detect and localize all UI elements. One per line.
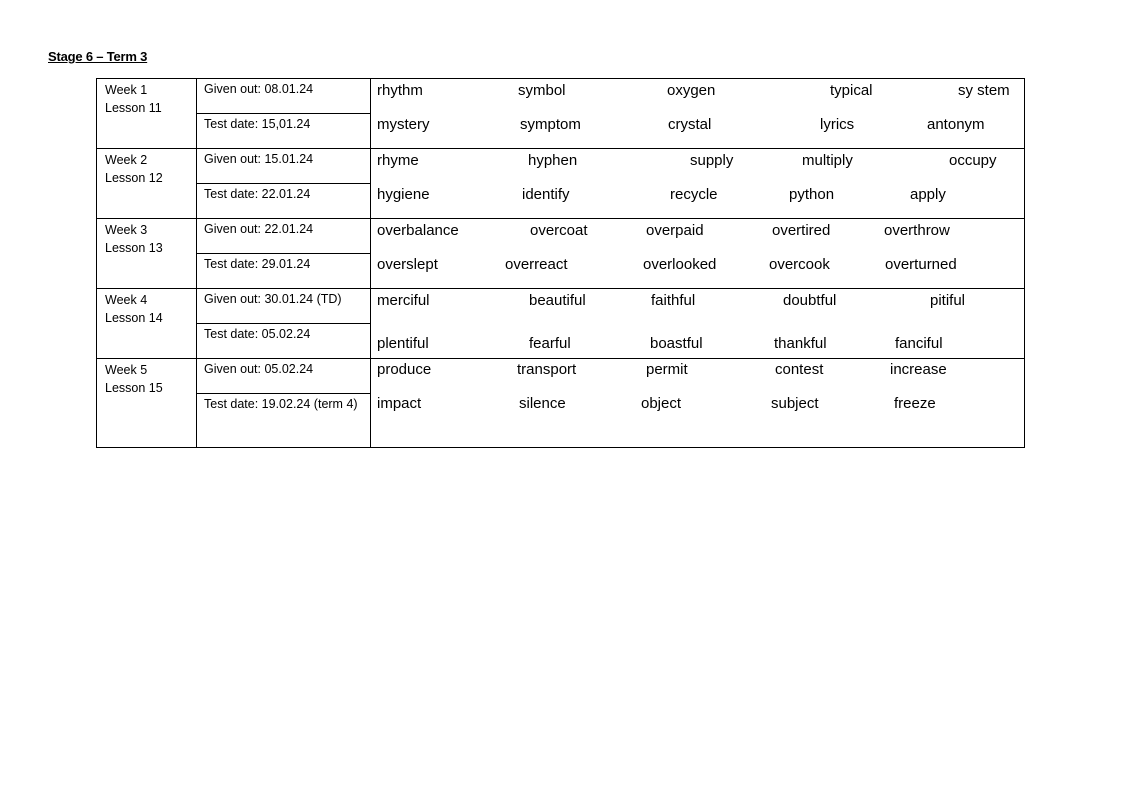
spelling-word: boastful — [650, 335, 703, 352]
word-line — [371, 116, 1024, 136]
spelling-word: thankful — [774, 335, 827, 352]
spelling-word: lyrics — [820, 116, 855, 133]
test-date: Test date: 15,01.24 — [197, 114, 371, 149]
week-cell — [97, 149, 197, 219]
spelling-words — [371, 149, 1025, 219]
spelling-word: recycle — [670, 186, 718, 203]
spelling-word: rhyme — [377, 152, 419, 169]
week-label: Week 2 — [105, 153, 148, 167]
spelling-word: merciful — [377, 292, 430, 309]
table-row — [97, 149, 1025, 184]
spelling-word: antonym — [927, 116, 985, 133]
spelling-word: overcoat — [530, 222, 588, 239]
spelling-word: occupy — [949, 152, 997, 169]
given-out-date: Given out: 30.01.24 (TD) — [197, 289, 371, 324]
spelling-word: fearful — [529, 335, 571, 352]
spelling-word: faithful — [651, 292, 696, 309]
test-date: Test date: 29.01.24 — [197, 254, 371, 289]
spelling-word: overbalance — [377, 222, 459, 239]
given-out-date: Given out: 05.02.24 — [197, 359, 371, 394]
spelling-word: overturned — [885, 256, 957, 273]
spelling-word: increase — [890, 361, 947, 378]
spelling-word: rhythm — [377, 82, 423, 99]
given-out-date: Given out: 08.01.24 — [197, 79, 371, 114]
given-out-date: Given out: 22.01.24 — [197, 219, 371, 254]
spelling-word: oxygen — [667, 82, 716, 99]
spelling-table — [96, 78, 1025, 448]
test-date: Test date: 22.01.24 — [197, 184, 371, 219]
word-line — [371, 186, 1024, 206]
spelling-word: overslept — [377, 256, 438, 273]
test-date: Test date: 05.02.24 — [197, 324, 371, 359]
spelling-words — [371, 359, 1025, 448]
word-line — [371, 292, 1024, 312]
lesson-label: Lesson 15 — [105, 381, 163, 395]
spelling-word: identify — [522, 186, 570, 203]
table-row — [97, 79, 1025, 114]
word-line — [371, 335, 1024, 355]
table-row — [97, 359, 1025, 394]
spelling-word: permit — [646, 361, 688, 378]
week-label: Week 5 — [105, 363, 148, 377]
week-cell — [97, 359, 197, 448]
spelling-word: crystal — [668, 116, 712, 133]
spelling-word: symptom — [520, 116, 581, 133]
spelling-word: sy stem — [958, 82, 1010, 99]
spelling-word: overtired — [772, 222, 831, 239]
spelling-words — [371, 219, 1025, 289]
spelling-word: silence — [519, 395, 566, 412]
spelling-word: doubtful — [783, 292, 837, 309]
spelling-word: plentiful — [377, 335, 429, 352]
word-line — [371, 361, 1024, 381]
word-line — [371, 82, 1024, 102]
week-cell — [97, 219, 197, 289]
spelling-word: overlooked — [643, 256, 717, 273]
week-label: Week 1 — [105, 83, 148, 97]
word-line — [371, 152, 1024, 172]
spelling-word: beautiful — [529, 292, 586, 309]
week-cell — [97, 289, 197, 359]
spelling-words — [371, 79, 1025, 149]
spelling-word: mystery — [377, 116, 430, 133]
spelling-word: multiply — [802, 152, 853, 169]
spelling-word: hyphen — [528, 152, 578, 169]
spelling-word: pitiful — [930, 292, 966, 309]
spelling-word: symbol — [518, 82, 566, 99]
spelling-word: apply — [910, 186, 946, 203]
spelling-word: overreact — [505, 256, 568, 273]
test-date: Test date: 19.02.24 (term 4) — [197, 394, 371, 448]
word-line — [371, 222, 1024, 242]
spelling-word: python — [789, 186, 835, 203]
spelling-word: fanciful — [895, 335, 943, 352]
given-out-date: Given out: 15.01.24 — [197, 149, 371, 184]
week-cell — [97, 79, 197, 149]
spelling-word: hygiene — [377, 186, 430, 203]
lesson-label: Lesson 13 — [105, 241, 163, 255]
word-line — [371, 395, 1024, 415]
spelling-word: typical — [830, 82, 873, 99]
spelling-word: contest — [775, 361, 824, 378]
table-row — [97, 219, 1025, 254]
spelling-words — [371, 289, 1025, 359]
word-line — [371, 256, 1024, 276]
spelling-word: produce — [377, 361, 432, 378]
week-label: Week 4 — [105, 293, 148, 307]
table-row — [97, 289, 1025, 324]
spelling-word: freeze — [894, 395, 936, 412]
spelling-word: impact — [377, 395, 422, 412]
spelling-word: overthrow — [884, 222, 950, 239]
spelling-word: overcook — [769, 256, 830, 273]
spelling-word: subject — [771, 395, 819, 412]
lesson-label: Lesson 12 — [105, 171, 163, 185]
lesson-label: Lesson 11 — [105, 101, 162, 115]
spelling-word: transport — [517, 361, 577, 378]
spelling-word: supply — [690, 152, 734, 169]
spelling-word: overpaid — [646, 222, 704, 239]
spelling-word: object — [641, 395, 682, 412]
lesson-label: Lesson 14 — [105, 311, 163, 325]
page-title: Stage 6 – Term 3 — [48, 49, 148, 64]
week-label: Week 3 — [105, 223, 148, 237]
